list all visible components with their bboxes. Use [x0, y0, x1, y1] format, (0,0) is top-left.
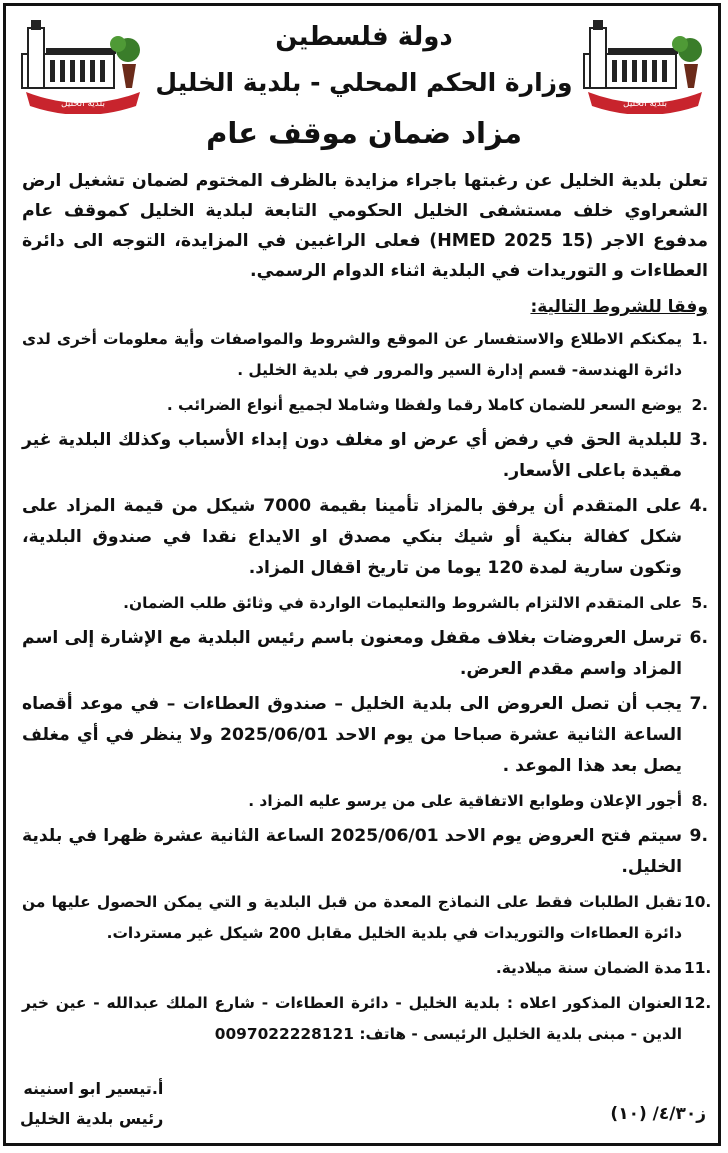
header [0, 0, 728, 160]
svg-text:بلدية الخليل: بلدية الخليل [61, 99, 105, 109]
list-item: 9. سيتم فتح العروض يوم الاحد 2025/06/01 الساعة الثانية عشرة ظهرا في بلدية الخليل. [22, 826, 708, 877]
list-item: 11. مدة الضمان سنة ميلادية. [495, 959, 712, 977]
signatory-name: أ.تيسير ابو اسنينه [23, 1079, 164, 1098]
list-item: 8. أجور الإعلان وطوابع الاتفاقية على من يرسو عليه المزاد . [248, 792, 708, 810]
municipality-logo [580, 14, 710, 114]
state-name: دولة فلسطين [275, 22, 453, 52]
municipality-logo [18, 14, 148, 114]
list-item: 3. للبلدية الحق في رفض أي عرض او مغلف دون إبداء الأسباب وكذلك البلدية غير مقيدة باعلى الأسعار. [22, 430, 708, 481]
list-item: 6. ترسل العروضات بغلاف مقفل ومعنون باسم رئيس البلدية مع الإشارة إلى اسم المزاد واسم مقدم العرض. [22, 628, 708, 679]
list-item: 5. على المتقدم الالتزام بالشروط والتعليمات الواردة في وثائق طلب الضمان. [123, 594, 708, 612]
reference-code: ز٤/٣٠/ (١٠) [610, 1104, 706, 1124]
terms-list [22, 324, 712, 1050]
svg-text:بلدية الخليل: بلدية الخليل [623, 99, 667, 109]
list-item: 2. يوضع السعر للضمان كاملا رقما ولفظا وشاملا لجميع أنواع الضرائب . [166, 396, 708, 414]
list-item: 7. يجب أن تصل العروض الى بلدية الخليل – صندوق العطاءات – في موعد أقصاه الساعة الثانية عشرة صباحا من يوم الاحد 2025/06/01 ولا ينظر في أي مغلف يصل بعد هذا الموعد . [22, 694, 708, 776]
list-item: 10. تقبل الطلبات فقط على النماذج المعدة من قبل البلدية و التي يمكن الحصول عليها من دائرة العطاءات والتوريدات في بلدية الخليل مقابل 200 شيكل غير مستردات. [22, 893, 712, 942]
list-item: 1. يمكنكم الاطلاع والاستفسار عن الموقع والشروط والمواصفات وأية معلومات أخرى لدى دائرة الهندسة- قسم إدارة السير والمرور في بلدية الخليل . [22, 330, 708, 379]
intro-paragraph: تعلن بلدية الخليل عن رغبتها باجراء مزايدة بالظرف المختوم لضمان تشغيل ارض الشعراوي خلف مستشفى الخليل الحكومي التابعة لبلدية الخليل كموقف عام مدفوع الاجر (HMED 2025 15) فعلى الراغبين في المزايدة، التوجه الى دائرة العطاءات و التوريدات في البلدية اثناء الدوام الرسمي. [22, 171, 708, 281]
signature-block [20, 1074, 163, 1134]
list-item: 4. على المتقدم أن يرفق بالمزاد تأمينا بقيمة 7000 شيكل من قيمة المزاد على شكل كفالة بنكية أو شيك بنكي مصدق او الايداع نقدا في صندوق البلدية، وتكون سارية لمدة 120 يوما من تاريخ اقفال المزاد. [22, 496, 708, 578]
announcement-body [22, 166, 712, 1054]
page-title: مزاد ضمان موقف عام [206, 116, 522, 150]
ministry-name: وزارة الحكم المحلي - بلدية الخليل [155, 68, 573, 97]
conditions-heading: وفقا للشروط التالية: [530, 297, 708, 317]
list-item: 12. العنوان المذكور اعلاه : بلدية الخليل - دائرة العطاءات - شارع الملك عبدالله - عين خير الدين - مبنى بلدية الخليل الرئيسى - هاتف: 0097022228121 [22, 994, 712, 1043]
signatory-position: رئيس بلدية الخليل [20, 1109, 164, 1128]
